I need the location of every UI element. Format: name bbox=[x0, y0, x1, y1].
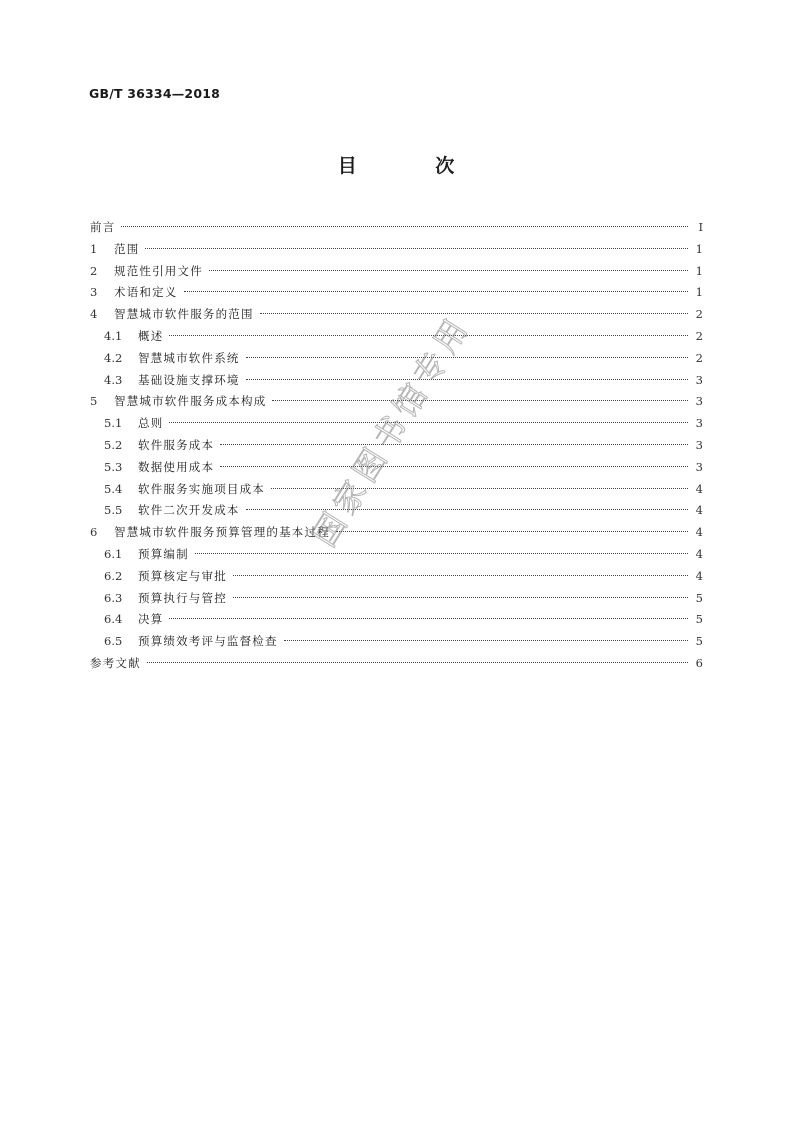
toc-dot-leader bbox=[121, 226, 688, 227]
toc-entry-page: 2 bbox=[695, 350, 703, 365]
toc-entry[interactable] bbox=[90, 544, 703, 566]
toc-entry-title: 前言 bbox=[90, 220, 116, 234]
toc-entry-page: 4 bbox=[695, 568, 703, 583]
toc-entry-number: 1 bbox=[90, 241, 98, 256]
toc-entry-number: 5.5 bbox=[104, 503, 123, 518]
toc-entry-page: Ⅰ bbox=[698, 220, 703, 234]
toc-entry[interactable] bbox=[90, 239, 703, 261]
toc-entry-page: 4 bbox=[695, 503, 703, 518]
toc-entry-number: 6.4 bbox=[104, 612, 123, 627]
toc-entry-number: 4 bbox=[90, 307, 98, 322]
toc-entry[interactable] bbox=[90, 588, 703, 610]
toc-dot-leader bbox=[169, 422, 688, 423]
toc-entry[interactable] bbox=[90, 609, 703, 631]
toc-dot-leader bbox=[246, 379, 688, 380]
toc-entry-title: 软件二次开发成本 bbox=[138, 503, 240, 518]
toc-entry-title: 决算 bbox=[138, 612, 164, 627]
toc-entry[interactable] bbox=[90, 261, 703, 283]
toc-dot-leader bbox=[260, 313, 688, 314]
page-title: 目 次 bbox=[337, 155, 491, 177]
toc-entry-page: 1 bbox=[695, 285, 703, 300]
toc-dot-leader bbox=[209, 270, 688, 271]
toc-entry-number: 4.3 bbox=[104, 372, 123, 387]
toc-entry-number: 2 bbox=[90, 263, 98, 278]
toc-entry-title: 智慧城市软件服务成本构成 bbox=[114, 394, 267, 409]
toc-entry-title: 规范性引用文件 bbox=[114, 263, 203, 278]
toc-dot-leader bbox=[220, 444, 688, 445]
toc-dot-leader bbox=[272, 400, 688, 401]
toc-entry-number: 3 bbox=[90, 285, 98, 300]
toc-entry-title: 总则 bbox=[138, 416, 164, 431]
toc-entry-title: 参考文献 bbox=[90, 655, 141, 670]
toc-entry-title: 软件服务实施项目成本 bbox=[138, 481, 265, 496]
toc-entry-title: 智慧城市软件系统 bbox=[138, 350, 240, 365]
toc-entry[interactable] bbox=[90, 348, 703, 370]
toc-entry-page: 1 bbox=[695, 263, 703, 278]
toc-entry-number: 6.3 bbox=[104, 590, 123, 605]
watermark: 国家图书馆专用 bbox=[305, 307, 479, 554]
toc-entry[interactable] bbox=[90, 653, 703, 675]
toc-entry-number: 6.2 bbox=[104, 568, 123, 583]
toc-dot-leader bbox=[147, 662, 688, 663]
toc-entry-number: 6 bbox=[90, 525, 98, 540]
toc-entry-title: 智慧城市软件服务的范围 bbox=[114, 307, 254, 322]
toc-dot-leader bbox=[145, 248, 688, 249]
toc-dot-leader bbox=[233, 575, 688, 576]
toc-entry-title: 软件服务成本 bbox=[138, 437, 215, 452]
toc-entry-page: 5 bbox=[695, 612, 703, 627]
toc-entry-page: 3 bbox=[695, 459, 703, 474]
toc-entry-page: 5 bbox=[695, 634, 703, 649]
toc-entry[interactable] bbox=[90, 522, 703, 544]
toc-entry-title: 数据使用成本 bbox=[138, 459, 215, 474]
toc-entry[interactable] bbox=[90, 304, 703, 326]
toc-entry-number: 5.3 bbox=[104, 459, 123, 474]
toc-entry-title: 智慧城市软件服务预算管理的基本过程 bbox=[114, 525, 330, 540]
toc-entry-page: 2 bbox=[695, 328, 703, 343]
standard-code: GB/T 36334—2018 bbox=[89, 86, 221, 101]
toc-entry-title: 范围 bbox=[114, 241, 140, 256]
toc-entry-title: 术语和定义 bbox=[114, 285, 178, 300]
toc-entry-title: 预算绩效考评与监督检查 bbox=[138, 634, 278, 649]
toc-entry-page: 3 bbox=[695, 416, 703, 431]
toc-entry-number: 4.1 bbox=[104, 328, 123, 343]
toc-entry-title: 预算执行与管控 bbox=[138, 590, 227, 605]
toc-entry-page: 4 bbox=[695, 481, 703, 496]
toc-dot-leader bbox=[169, 618, 688, 619]
toc-entry-number: 5.4 bbox=[104, 481, 123, 496]
toc-dot-leader bbox=[284, 640, 688, 641]
toc-entry-number: 5.1 bbox=[104, 416, 123, 431]
toc-entry-page: 6 bbox=[695, 655, 703, 670]
toc-entry[interactable] bbox=[90, 631, 703, 653]
toc-dot-leader bbox=[184, 291, 689, 292]
toc-dot-leader bbox=[195, 553, 688, 554]
toc-entry-title: 预算核定与审批 bbox=[138, 568, 227, 583]
toc-entry-title: 基础设施支撑环境 bbox=[138, 372, 240, 387]
toc-entry-page: 3 bbox=[695, 372, 703, 387]
toc-entry[interactable] bbox=[90, 326, 703, 348]
toc-dot-leader bbox=[246, 357, 688, 358]
toc-entry-page: 4 bbox=[695, 546, 703, 561]
toc-entry-page: 2 bbox=[695, 307, 703, 322]
toc-entry[interactable] bbox=[90, 282, 703, 304]
toc-entry-number: 5 bbox=[90, 394, 98, 409]
toc-entry[interactable] bbox=[90, 217, 703, 239]
toc-entry-title: 概述 bbox=[138, 328, 164, 343]
toc-entry-page: 5 bbox=[695, 590, 703, 605]
toc-dot-leader bbox=[336, 531, 688, 532]
toc-dot-leader bbox=[233, 597, 688, 598]
toc-entry-number: 4.2 bbox=[104, 350, 123, 365]
toc-entry-page: 4 bbox=[695, 525, 703, 540]
toc-entry-page: 3 bbox=[695, 394, 703, 409]
toc-entry-number: 6.5 bbox=[104, 634, 123, 649]
toc-entry-number: 6.1 bbox=[104, 546, 123, 561]
toc-entry-title: 预算编制 bbox=[138, 546, 189, 561]
toc-entry-page: 3 bbox=[695, 437, 703, 452]
toc-entry[interactable] bbox=[90, 566, 703, 588]
toc-entry-page: 1 bbox=[695, 241, 703, 256]
toc-entry[interactable] bbox=[90, 500, 703, 522]
toc-dot-leader bbox=[220, 466, 688, 467]
toc-entry-number: 5.2 bbox=[104, 437, 123, 452]
toc-entry[interactable] bbox=[90, 479, 703, 501]
